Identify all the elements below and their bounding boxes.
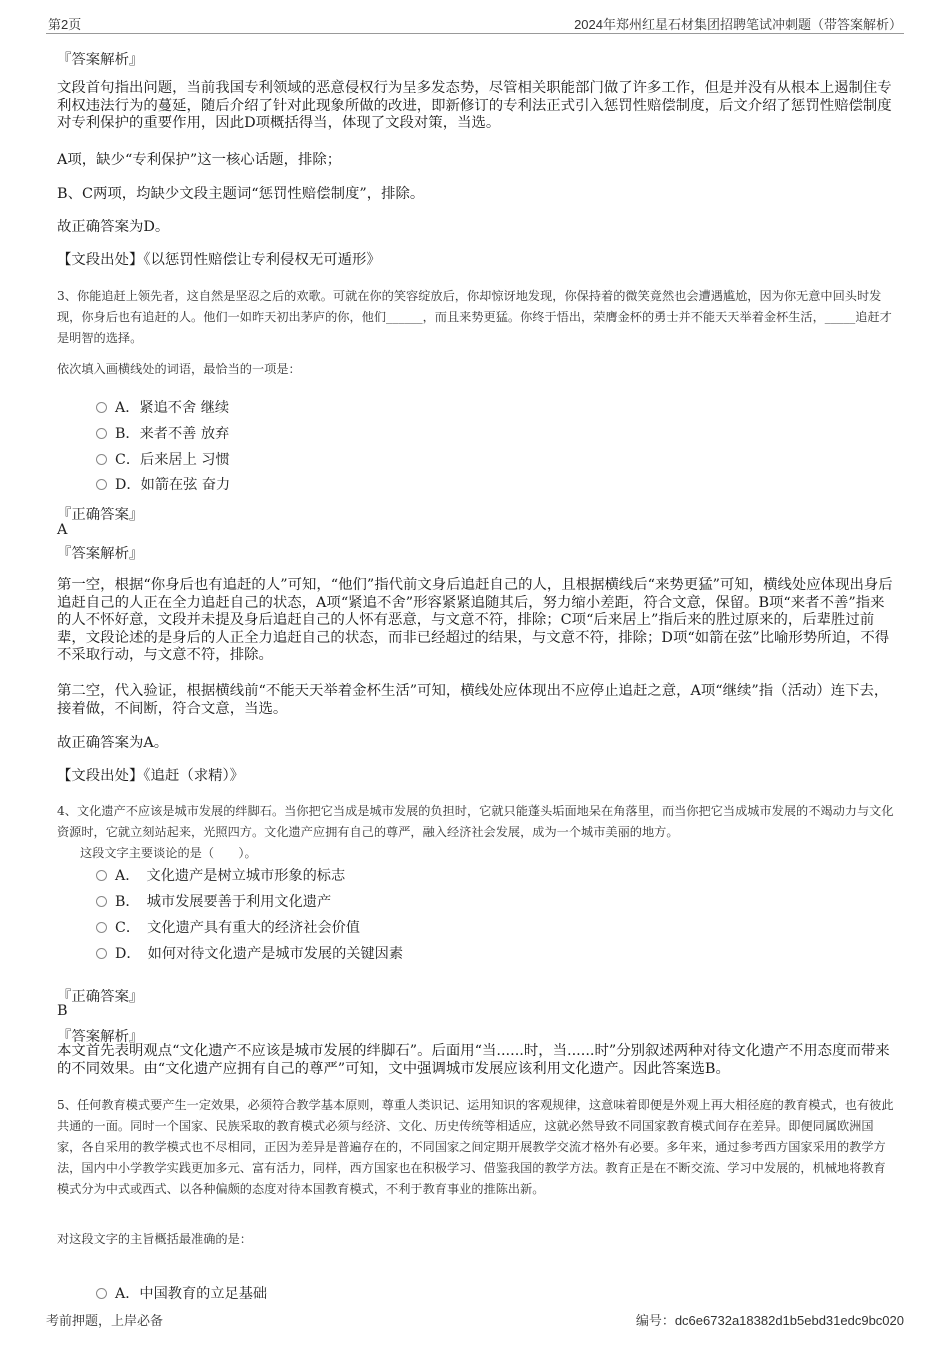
q2-source: 【文段出处】《以惩罚性赔偿让专利侵权无可遁形》: [57, 252, 381, 268]
q4-prompt: 这段文字主要谈论的是（ ）。: [80, 846, 257, 860]
q3-analysis-p2: 第二空，代入验证，根据横线前“不能天天举着金杯生活”可知，横线处应体现出不应停止追赶之意，A项“继续”指（活动）连下去，接着做，不间断，符合文意，当选。: [57, 683, 889, 717]
q3-source: 【文段出处】《追赶（求精）》: [57, 768, 245, 784]
q3-stem: 3、你能追赶上领先者，这自然是坚忍之后的欢歌。可就在你的笑容绽放后，你却惊讶地发现，你保持着的微笑竟然也会遭遇尴尬，因为你无意中回头时发现，你身后也有追赶的人。他们一如昨天初出茅庐的你，他们______，而且来势更猛。你终于悟出，荣膺金杯的勇士并不能天天举着金杯生活，_____追赶才是明智的选择。: [57, 289, 892, 345]
radio-icon[interactable]: [96, 479, 107, 490]
radio-icon[interactable]: [96, 1288, 107, 1299]
q4-correct-label: 『正确答案』: [57, 989, 144, 1005]
q3-answer: 故正确答案为A。: [57, 735, 169, 751]
radio-icon[interactable]: [96, 402, 107, 413]
q3-option-d[interactable]: D．如箭在弦 奋力: [96, 474, 230, 494]
page-number: 第2页: [48, 17, 82, 32]
q4-option-a[interactable]: A． 文化遗产是树立城市形象的标志: [96, 865, 345, 885]
radio-icon[interactable]: [96, 870, 107, 881]
document-id: 编号：dc6e6732a18382d1b5ebd31edc9bc020: [635, 1313, 904, 1328]
footer-slogan: 考前押题，上岸必备: [46, 1313, 164, 1328]
q2-answer: 故正确答案为D。: [57, 219, 170, 235]
q2-analysis-p2: A项，缺少“专利保护”这一核心话题，排除；: [57, 152, 342, 168]
q2-analysis-p1: 文段首句指出问题，当前我国专利领域的恶意侵权行为呈多发态势，尽管相关职能部门做了许多工作，但是并没有从根本上遏制住专利权违法行为的蔓延，随后介绍了针对此现象所做的改进，即新修订的专利法正式引入惩罚性赔偿制度，后文介绍了惩罚性赔偿制度对专利保护的重要作用，因此D项概括得当，体现了文段对策，当选。: [57, 80, 892, 131]
q2-analysis-label: 『答案解析』: [57, 52, 144, 68]
radio-icon[interactable]: [96, 428, 107, 439]
q4-analysis-p1: 本文首先表明观点“文化遗产不应该是城市发展的绊脚石”。后面用“当......时，当......时”分别叙述两种对待文化遗产不用态度而带来的不同效果。由“文化遗产应拥有自己的尊严”可知，文中强调城市发展应该利用文化遗产。因此答案选B。: [57, 1043, 890, 1077]
q4-stem: 4、文化遗产不应该是城市发展的绊脚石。当你把它当成是城市发展的负担时，它就只能蓬头垢面地呆在角落里，而当你把它当成城市发展的不竭动力与文化资源时，它就立刻站起来，光照四方。文化遗产应拥有自己的尊严，融入经济社会发展，成为一个城市美丽的地方。: [57, 804, 894, 839]
radio-icon[interactable]: [96, 896, 107, 907]
page-header: [46, 10, 904, 34]
q4-option-c[interactable]: C． 文化遗产具有重大的经济社会价值: [96, 917, 360, 937]
q5-option-a[interactable]: A．中国教育的立足基础: [96, 1283, 267, 1303]
q3-option-b[interactable]: B．来者不善 放弃: [96, 423, 229, 443]
document-title: 2024年郑州红星石材集团招聘笔试冲刺题（带答案解析）: [574, 17, 902, 32]
q3-option-c[interactable]: C．后来居上 习惯: [96, 449, 230, 469]
q3-analysis-label: 『答案解析』: [57, 546, 144, 562]
q3-prompt: 依次填入画横线处的词语，最恰当的一项是：: [57, 362, 301, 376]
radio-icon[interactable]: [96, 948, 107, 959]
q2-analysis-p3: B、C两项，均缺少文段主题词“惩罚性赔偿制度”，排除。: [57, 186, 425, 202]
q5-stem: 5、任何教育模式要产生一定效果，必须符合教学基本原则，尊重人类识记、运用知识的客观规律，这意味着即便是外观上再大相径庭的教育模式，也有彼此共通的一面。同时一个国家、民族采取的教育模式必须与经济、文化、历史传统等相适应，这就必然导致不同国家教育模式间存在差异。即便同属欧洲国家，各自采用的教学模式也不尽相同，正因为差异是普遍存在的，不同国家之间定期开展教学交流才格外有必要。多年来，通过参考西方国家采用的教学方法，国内中小学教学实践更加多元、富有活力，同样，西方国家也在积极学习、借鉴我国的教学方法。教育正是在不断交流、学习中发展的，机械地将教育模式分为中式或西式、以各种偏颇的态度对待本国教育模式，不利于教育事业的推陈出新。: [57, 1098, 894, 1196]
q3-analysis-p1: 第一空，根据“你身后也有追赶的人”可知，“他们”指代前文身后追赶自己的人，且根据横线后“来势更猛”可知，横线处应体现出身后追赶自己的人正在全力追赶自己的状态，A项“紧追不舍”形容紧紧追随其后，努力缩小差距，符合文意，保留。B项“来者不善”指来的人不怀好意，文段并未提及身后追赶自己的人怀有恶意，与文意不符，排除；C项“后来居上”指后来的胜过原来的，后辈胜过前辈，文段论述的是身后的人正全力追赶自己的状态，而非已经超过的结果，与文意不符，排除；D项“如箭在弦”比喻形势所迫，不得不采取行动，与文意不符，排除。: [57, 577, 893, 663]
q3-correct-answer: A: [57, 522, 68, 538]
page-footer: [46, 1310, 904, 1330]
radio-icon[interactable]: [96, 922, 107, 933]
q3-correct-label: 『正确答案』: [57, 507, 144, 523]
q4-correct-answer: B: [57, 1003, 68, 1019]
radio-icon[interactable]: [96, 454, 107, 465]
q3-option-a[interactable]: A．紧追不舍 继续: [96, 397, 229, 417]
q5-prompt: 对这段文字的主旨概括最准确的是：: [57, 1232, 252, 1246]
q4-analysis-label: 『答案解析』: [57, 1029, 144, 1045]
q4-option-d[interactable]: D． 如何对待文化遗产是城市发展的关键因素: [96, 943, 403, 963]
q4-option-b[interactable]: B． 城市发展要善于利用文化遗产: [96, 891, 331, 911]
